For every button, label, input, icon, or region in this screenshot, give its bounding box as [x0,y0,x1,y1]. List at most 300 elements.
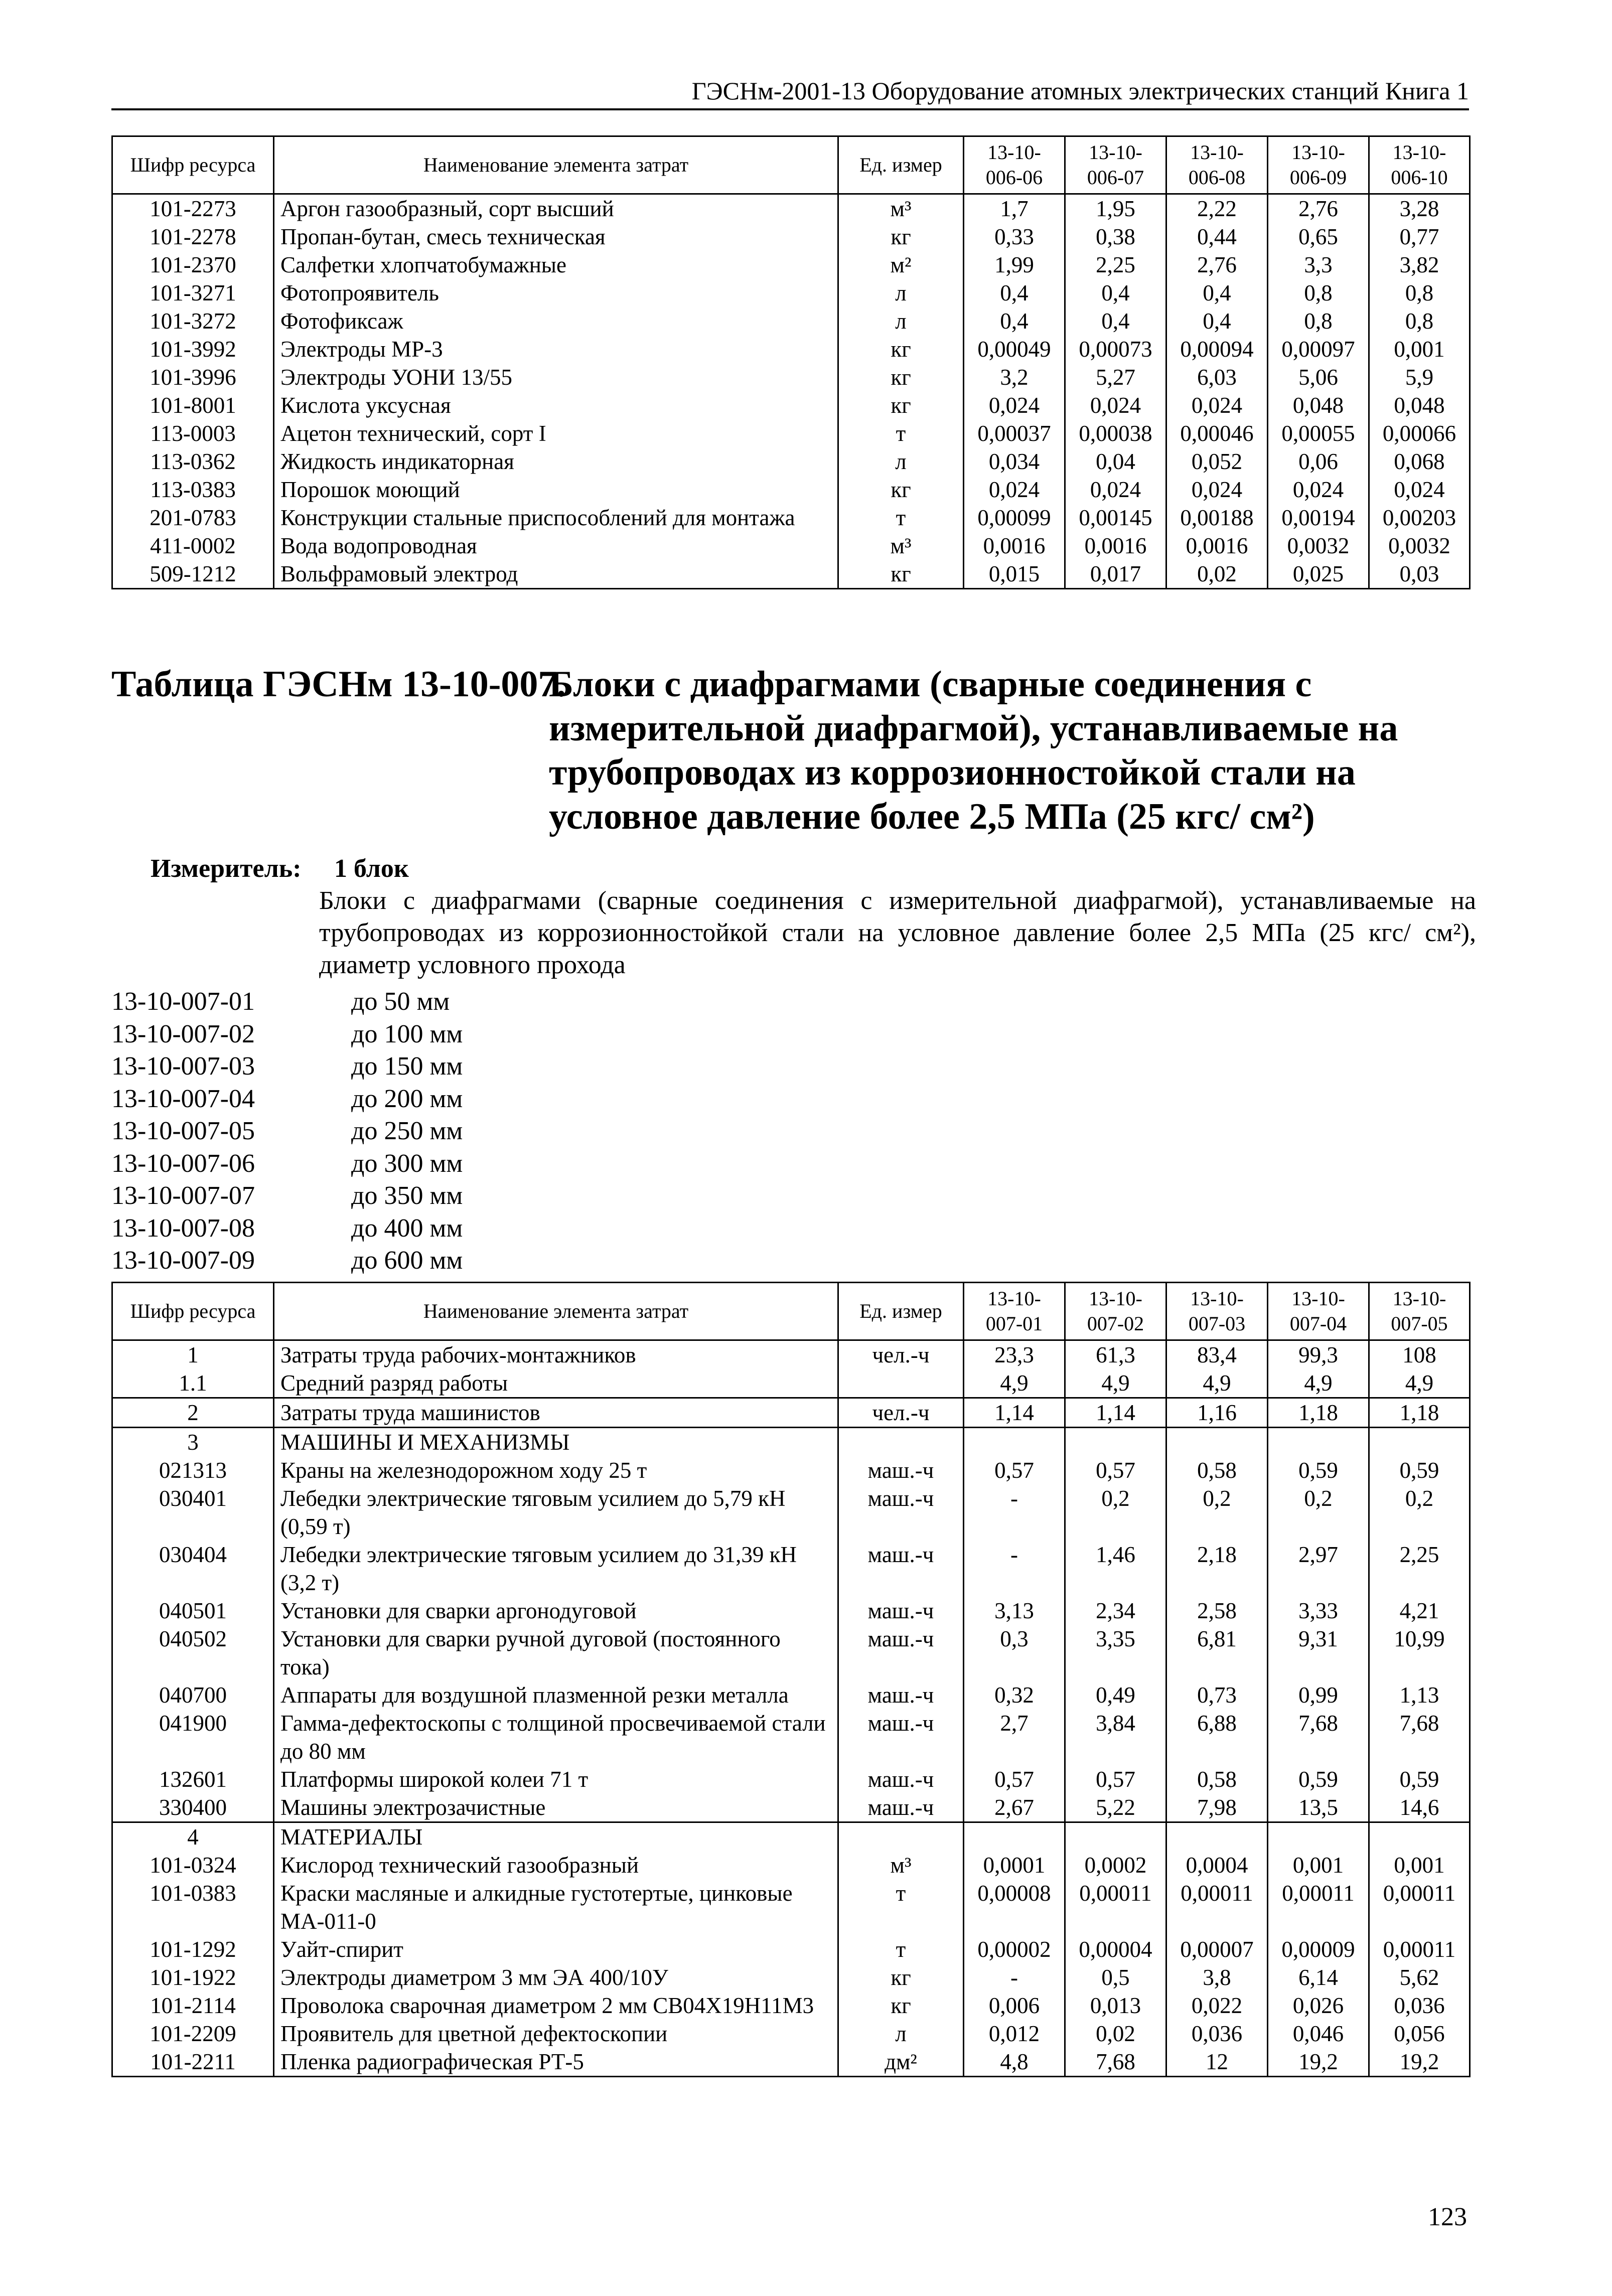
resource-value: 6,14 [1268,1963,1369,1992]
resource-unit: т [838,1935,964,1963]
resource-value: 0,00097 [1268,335,1369,363]
resource-value: 1,18 [1369,1398,1470,1428]
resource-name: Проволока сварочная диаметром 2 мм СВ04Х19Н11М3 [274,1992,838,2020]
resource-name: Установки для сварки аргонодуговой [274,1597,838,1625]
resource-value: 2,18 [1166,1541,1268,1597]
resource-unit: маш.-ч [838,1597,964,1625]
resource-unit: м³ [838,194,964,223]
resource-value: 0,056 [1369,2020,1470,2048]
header-name: Наименование элемента затрат [274,1283,838,1340]
resource-value: 0,8 [1369,279,1470,307]
resource-value: 0,0001 [964,1851,1065,1879]
table-row [112,363,1470,391]
resource-value: 1,16 [1166,1398,1268,1428]
resource-unit: кг [838,476,964,504]
resource-name: Краны на железнодорожном ходу 25 т [274,1456,838,1484]
resource-value: 0,024 [1166,476,1268,504]
resource-value: 2,58 [1166,1597,1268,1625]
resource-value: 0,00002 [964,1935,1065,1963]
resource-code: 101-3272 [112,307,274,335]
resource-value [1268,1428,1369,1457]
table-row [112,1625,1470,1681]
resource-code: 2 [112,1398,274,1428]
header-unit: Ед. измер [838,1283,964,1340]
resource-value: 0,00011 [1166,1879,1268,1935]
resource-value: 5,62 [1369,1963,1470,1992]
resource-value: 0,00049 [964,335,1065,363]
resource-value: 2,25 [1369,1541,1470,1597]
header-rate-code-line: 007-03 [1188,1312,1246,1335]
resource-value: 2,67 [964,1793,1065,1822]
resource-code: 101-1292 [112,1935,274,1963]
resource-value: 0,32 [964,1681,1065,1709]
resource-value: 0,33 [964,223,1065,251]
resource-value: - [964,1963,1065,1992]
resource-name: Вода водопроводная [274,532,838,560]
header-row [112,136,1470,194]
resource-name: Средний разряд работы [274,1369,838,1398]
resource-value: 0,00009 [1268,1935,1369,1963]
resource-value [964,1822,1065,1852]
resource-value: 3,82 [1369,251,1470,279]
resource-code: 201-0783 [112,504,274,532]
resource-value: 0,03 [1369,560,1470,589]
resource-code: 101-0383 [112,1879,274,1935]
resource-value: 0,00038 [1065,419,1166,447]
page-number: 123 [1428,2203,1467,2231]
resource-name: Электроды МР-3 [274,335,838,363]
resource-value: 99,3 [1268,1340,1369,1369]
resource-code: 101-1922 [112,1963,274,1992]
header-row [112,1283,1470,1340]
resource-value: 0,00203 [1369,504,1470,532]
header-rate-code-line: 13-10- [1291,141,1345,164]
resource-name: Установки для сварки ручной дуговой (постоянного тока) [274,1625,838,1681]
header-rate-code [1369,136,1470,194]
resource-value: 23,3 [964,1340,1065,1369]
resource-code: 040501 [112,1597,274,1625]
resource-value: 4,9 [964,1369,1065,1398]
rate-diameter: до 600 мм [351,1246,463,1275]
rate-diameter: до 400 мм [351,1213,463,1243]
header-rate-code [1268,136,1369,194]
resource-value: 0,036 [1369,1992,1470,2020]
table-row [112,2048,1470,2077]
resource-value: 0,4 [964,279,1065,307]
resource-value: 0,57 [1065,1456,1166,1484]
resource-value: 0,00073 [1065,335,1166,363]
rate-diameter: до 250 мм [351,1117,463,1145]
resource-value: 0,8 [1268,307,1369,335]
resource-value: 0,052 [1166,447,1268,476]
resource-value: 0,001 [1369,335,1470,363]
resource-value: 0,5 [1065,1963,1166,1992]
resource-table-007 [111,1282,1471,2077]
resource-value: 2,22 [1166,194,1268,223]
resource-value: 0,57 [1065,1765,1166,1793]
rate-diameter: до 50 мм [351,987,450,1016]
resource-value: 0,00037 [964,419,1065,447]
resource-value: 0,4 [964,307,1065,335]
header-rate-code [1065,1283,1166,1340]
resource-unit: т [838,419,964,447]
header-rate-code-line: 007-05 [1391,1312,1448,1335]
resource-unit: м³ [838,1851,964,1879]
resource-value: 0,0032 [1369,532,1470,560]
resource-value: 2,7 [964,1709,1065,1765]
resource-value: 0,59 [1268,1765,1369,1793]
table-row [112,194,1470,223]
resource-value: 0,3 [964,1625,1065,1681]
resource-value: 0,00011 [1065,1879,1166,1935]
resource-value: 0,00066 [1369,419,1470,447]
resource-value: 0,015 [964,560,1065,589]
resource-value: 3,35 [1065,1625,1166,1681]
resource-value: 0,59 [1268,1456,1369,1484]
header-rate-code-line: 13-10- [1190,1287,1244,1310]
resource-value: 0,0004 [1166,1851,1268,1879]
resource-value: 61,3 [1065,1340,1166,1369]
header-rate-code-line: 13-10- [1392,141,1446,164]
resource-name: Гамма-дефектоскопы с толщиной просвечиваемой стали до 80 мм [274,1709,838,1765]
resource-value: 4,8 [964,2048,1065,2077]
resource-name: Электроды УОНИ 13/55 [274,363,838,391]
resource-value [1369,1428,1470,1457]
resource-unit: кг [838,363,964,391]
resource-unit: дм² [838,2048,964,2077]
resource-value: 0,001 [1369,1851,1470,1879]
resource-value: 19,2 [1369,2048,1470,2077]
resource-unit: маш.-ч [838,1681,964,1709]
resource-unit: кг [838,391,964,419]
resource-value: 0,4 [1166,307,1268,335]
resource-name: Платформы широкой колеи 71 т [274,1765,838,1793]
table-row [112,1398,1470,1428]
resource-code: 021313 [112,1456,274,1484]
resource-value: 4,21 [1369,1597,1470,1625]
resource-value: 0,022 [1166,1992,1268,2020]
resource-unit: кг [838,223,964,251]
resource-name: Вольфрамовый электрод [274,560,838,589]
resource-value: 1,95 [1065,194,1166,223]
resource-value: 0,006 [964,1992,1065,2020]
resource-code: 030401 [112,1484,274,1541]
resource-code: 113-0362 [112,447,274,476]
header-code: Шифр ресурса [112,1283,274,1340]
table-title-text: Блоки с диафрагмами (сварные соединения с измерительной диафрагмой), устанавливаемые на трубопроводах из коррозионностойкой стали на условное давление более 2,5 МПа (25 кгс/ см²) [549,664,1398,837]
table-row [112,1541,1470,1597]
resource-name: Затраты труда машинистов [274,1398,838,1428]
resource-unit: т [838,1879,964,1935]
resource-value: 0,024 [964,476,1065,504]
header-rate-code-line: 13-10- [1089,1287,1142,1310]
resource-value: 0,034 [964,447,1065,476]
resource-value: 3,84 [1065,1709,1166,1765]
resource-value: 0,38 [1065,223,1166,251]
resource-value [1166,1822,1268,1852]
header-rate-code-line: 006-07 [1087,166,1144,189]
rate-code: 13-10-007-02 [111,1019,255,1048]
header-rate-code [1268,1283,1369,1340]
rate-code: 13-10-007-03 [111,1052,255,1081]
resource-code: 101-2211 [112,2048,274,2077]
resource-unit: т [838,504,964,532]
resource-value: 0,44 [1166,223,1268,251]
table-header [112,136,1470,194]
header-rate-code [964,136,1065,194]
resource-unit: кг [838,335,964,363]
resource-value: 0,8 [1369,307,1470,335]
resource-value: 0,49 [1065,1681,1166,1709]
resource-value: 0,8 [1268,279,1369,307]
resource-name: Кислота уксусная [274,391,838,419]
resource-value: 9,31 [1268,1625,1369,1681]
resource-value: 0,02 [1065,2020,1166,2048]
resource-value: 1,46 [1065,1541,1166,1597]
resource-code: 113-0383 [112,476,274,504]
resource-name: Конструкции стальные приспособлений для монтажа [274,504,838,532]
resource-value: 0,65 [1268,223,1369,251]
rate-code: 13-10-007-04 [111,1084,255,1113]
resource-value: 6,03 [1166,363,1268,391]
resource-value: 7,98 [1166,1793,1268,1822]
table-row [112,1793,1470,1822]
resource-value: 4,9 [1268,1369,1369,1398]
resource-code: 1 [112,1340,274,1369]
rate-code: 13-10-007-08 [111,1213,255,1243]
resource-unit [838,1428,964,1457]
table-row [112,2020,1470,2048]
running-header [111,69,1469,110]
resource-value: 2,76 [1166,251,1268,279]
resource-value: 0,013 [1065,1992,1166,2020]
resource-value: 2,25 [1065,251,1166,279]
resource-unit: маш.-ч [838,1484,964,1541]
resource-unit: маш.-ч [838,1625,964,1681]
resource-value: 7,68 [1268,1709,1369,1765]
rate-diameter: до 100 мм [351,1019,463,1048]
resource-value: 14,6 [1369,1793,1470,1822]
table-row [112,335,1470,363]
resource-value: 1,99 [964,251,1065,279]
resource-value: 2,97 [1268,1541,1369,1597]
work-description: Блоки с диафрагмами (сварные соединения с измерительной диафрагмой), устанавливаемые на трубопроводах из коррозионностойкой стали на условное давление более 2,5 МПа (25 кгс/ см²), диаметр условного прохода [319,886,1476,979]
resource-value: 0,02 [1166,560,1268,589]
resource-code: 132601 [112,1765,274,1793]
resource-code: 041900 [112,1709,274,1765]
resource-value: 0,2 [1369,1484,1470,1541]
resource-value: 5,9 [1369,363,1470,391]
table-row [112,1822,1470,1852]
resource-code: 030404 [112,1541,274,1597]
header-rate-code-line: 007-02 [1087,1312,1144,1335]
resource-value: 0,00007 [1166,1935,1268,1963]
resource-name: Фотопроявитель [274,279,838,307]
table-body [112,194,1470,589]
header-rate-code-line: 006-08 [1188,166,1246,189]
header-rate-code-line: 006-09 [1289,166,1347,189]
resource-value: 7,68 [1065,2048,1166,2077]
measure-unit-label: Измеритель: [151,854,302,883]
header-code: Шифр ресурса [112,136,274,194]
resource-value: 1,14 [964,1398,1065,1428]
resource-value: - [964,1541,1065,1597]
resource-value: 0,0016 [1065,532,1166,560]
resource-code: 040502 [112,1625,274,1681]
table-row [112,391,1470,419]
resource-value: 0,046 [1268,2020,1369,2048]
header-rate-code-line: 007-04 [1289,1312,1347,1335]
resource-unit: маш.-ч [838,1541,964,1597]
resource-value: 0,00008 [964,1879,1065,1935]
resource-code: 101-2273 [112,194,274,223]
resource-value: 0,58 [1166,1456,1268,1484]
resource-unit [838,1369,964,1398]
resource-value: 3,3 [1268,251,1369,279]
header-rate-code-line: 006-10 [1391,166,1448,189]
resource-value: 0,00194 [1268,504,1369,532]
resource-unit [838,1822,964,1852]
resource-unit: чел.-ч [838,1398,964,1428]
rate-diameter: до 300 мм [351,1149,463,1178]
resource-value: 0,57 [964,1456,1065,1484]
resource-name: Проявитель для цветной дефектоскопии [274,2020,838,2048]
resource-name: Кислород технический газообразный [274,1851,838,1879]
table-title-number: Таблица ГЭСНм 13-10-007. [111,664,566,705]
table-row [112,447,1470,476]
rate-code: 13-10-007-07 [111,1181,255,1210]
table-row [112,1340,1470,1369]
resource-value: 1,7 [964,194,1065,223]
table-row [112,1709,1470,1765]
resource-value: 0,024 [1065,391,1166,419]
resource-name: Аппараты для воздушной плазменной резки металла [274,1681,838,1709]
resource-value: 4,9 [1369,1369,1470,1398]
rate-code: 13-10-007-06 [111,1149,255,1178]
header-rate-code-line: 007-01 [985,1312,1043,1335]
resource-value: 0,04 [1065,447,1166,476]
resource-value: 0,017 [1065,560,1166,589]
resource-value: 0,00046 [1166,419,1268,447]
table-row [112,476,1470,504]
resource-value: 13,5 [1268,1793,1369,1822]
resource-unit: м³ [838,532,964,560]
table-row [112,1935,1470,1963]
resource-name: Машины электрозачистные [274,1793,838,1822]
resource-value [1065,1822,1166,1852]
header-rate-code [964,1283,1065,1340]
table-row [112,1681,1470,1709]
resource-value: 0,001 [1268,1851,1369,1879]
table-title [111,662,1476,839]
rate-diameter: до 150 мм [351,1052,463,1081]
resource-value: 3,33 [1268,1597,1369,1625]
resource-value: 0,048 [1369,391,1470,419]
table-body [112,1340,1470,2077]
resource-name: Пленка радиографическая РТ-5 [274,2048,838,2077]
resource-name: Лебедки электрические тяговым усилием до 5,79 кН (0,59 т) [274,1484,838,1541]
resource-name: Уайт-спирит [274,1935,838,1963]
resource-value: 3,28 [1369,194,1470,223]
resource-unit: кг [838,1963,964,1992]
resource-value: 0,00004 [1065,1935,1166,1963]
resource-value [1369,1822,1470,1852]
resource-value: 0,048 [1268,391,1369,419]
resource-name: Порошок моющий [274,476,838,504]
table-row [112,560,1470,589]
table-row [112,1597,1470,1625]
header-rate-code [1369,1283,1470,1340]
resource-value: 0,0032 [1268,532,1369,560]
resource-value: 0,00055 [1268,419,1369,447]
resource-value: 1,14 [1065,1398,1166,1428]
resource-value: 0,00145 [1065,504,1166,532]
resource-code: 4 [112,1822,274,1852]
table-row [112,1851,1470,1879]
rate-code: 13-10-007-09 [111,1246,255,1275]
resource-code: 101-8001 [112,391,274,419]
resource-value: 0,00011 [1369,1879,1470,1935]
resource-unit: л [838,307,964,335]
header-rate-code-line: 13-10- [1392,1287,1446,1310]
resource-value: 0,06 [1268,447,1369,476]
resource-value: 83,4 [1166,1340,1268,1369]
resource-unit: маш.-ч [838,1709,964,1765]
measure-unit-value: 1 блок [334,854,409,883]
resource-code: 1.1 [112,1369,274,1398]
resource-value: 0,024 [1065,476,1166,504]
table-row [112,307,1470,335]
header-name: Наименование элемента затрат [274,136,838,194]
table-row [112,1456,1470,1484]
resource-value: 0,4 [1166,279,1268,307]
resource-value: 0,0016 [1166,532,1268,560]
resource-value: 0,57 [964,1765,1065,1793]
resource-value: 0,2 [1166,1484,1268,1541]
resource-value: 0,024 [1268,476,1369,504]
resource-value: 4,9 [1065,1369,1166,1398]
resource-value: 0,00188 [1166,504,1268,532]
resource-value: 0,0016 [964,532,1065,560]
resource-value: 0,00099 [964,504,1065,532]
resource-unit: л [838,279,964,307]
resource-code: 330400 [112,1793,274,1822]
resource-value: 0,024 [964,391,1065,419]
table-row [112,419,1470,447]
rate-diameter: до 200 мм [351,1084,463,1113]
resource-unit: чел.-ч [838,1340,964,1369]
resource-value [1166,1428,1268,1457]
resource-value: 3,2 [964,363,1065,391]
resource-value: 6,81 [1166,1625,1268,1681]
resource-value: 0,59 [1369,1456,1470,1484]
resource-value: 3,13 [964,1597,1065,1625]
resource-code: 101-2209 [112,2020,274,2048]
table-row [112,279,1470,307]
resource-code: 101-2370 [112,251,274,279]
header-rate-code [1065,136,1166,194]
resource-unit: маш.-ч [838,1765,964,1793]
resource-code: 101-3992 [112,335,274,363]
table-row [112,532,1470,560]
resource-value: 0,025 [1268,560,1369,589]
resource-value: 10,99 [1369,1625,1470,1681]
resource-value: 0,77 [1369,223,1470,251]
header-rate-code [1166,1283,1268,1340]
resource-value: 0,59 [1369,1765,1470,1793]
resource-name: Электроды диаметром 3 мм ЭА 400/10У [274,1963,838,1992]
resource-name: Жидкость индикаторная [274,447,838,476]
